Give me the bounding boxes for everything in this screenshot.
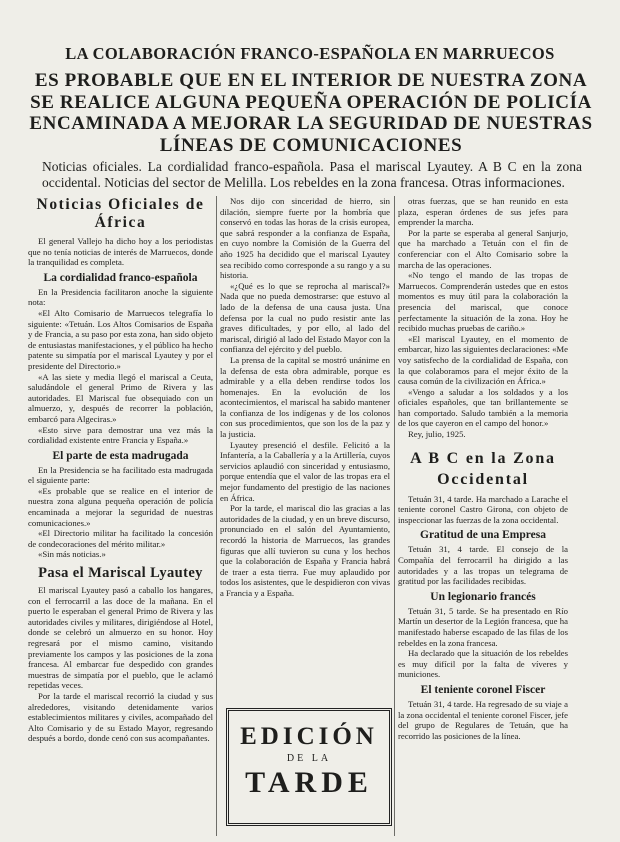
article-paragraph: Tetuán 31, 5 tarde. Se ha presentado en Río Martín un desertor de la Legión francesa, que ha manifestado haberse escapado de las filas de los rebeldes en la zona francesa.: [398, 605, 568, 648]
section-title-western-zone: A B C en la Zona Occidental: [410, 449, 556, 488]
article-paragraph: En la Presidencia facilitaron anoche la siguiente nota:: [28, 286, 213, 308]
column-3: [398, 196, 568, 836]
edition-afternoon: TARDE: [245, 766, 373, 799]
column-2: [220, 196, 390, 690]
article-paragraph: La prensa de la capital se mostró unánime en la defensa de esta obra admirable, porque es admirable y a ella deben rendirse todos los homenajes. En la evolución de los acontecimientos, el mariscal ha sabido mantener la confianza de los indígenas y de los colonos con sus procedimientos, que son los de la paz y la justicia.: [220, 354, 390, 440]
column-rule-2: [394, 196, 395, 836]
article-paragraph: Tetuán 31, 4 tarde. Ha marchado a Larache el teniente coronel Castro Girona, con objeto de inspeccionar las fuerzas de la zona occidental.: [398, 493, 568, 525]
article-paragraph: Por la tarde el mariscal recorrió la ciudad y sus alrededores, visitando detenidamente varios establecimientos militares y civiles, acompañado del Alto Comisario y de su Estado Mayor, regresando después a bordo, donde cenó con sus acompañantes.: [28, 690, 213, 744]
article-paragraph: Nos dijo con sinceridad de hierro, sin dilación, siempre fuerte por la hombría que conservó en todas las horas de la crisis europea, que sabrá responder a la confianza de España, en cuyo nombre la Comisión de la Guerra del año 1925 ha decidido que el mariscal Lyautey sea recibido como corresponde a su rango y a su historia.: [220, 196, 390, 281]
article-paragraph: «A las siete y media llegó el mariscal a Ceuta, saludándole el general Primo de Rivera y las autoridades. El Mariscal fue obsequiado con un almuerzo, y, después de recorrer la población, embarcó para Algeciras.»: [28, 371, 213, 424]
article-paragraph: «El mariscal Lyautey, en el momento de embarcar, hizo las siguientes declaraciones: «Me voy satisfecho de la cordialidad de España, con la que colaboramos para el mejor éxito de la causa común de la civilización en África.»: [398, 333, 568, 387]
article-paragraph: En la Presidencia se ha facilitado esta madrugada el siguiente parte:: [28, 464, 213, 486]
article-paragraph: «El Alto Comisario de Marruecos telegrafía lo siguiente: «Tetuán. Los Altos Comisarios de España y de Francia, a su paso por esta zona, han sido objeto de entusiastas manifestaciones, y el público ha hecho patente su simpatía por el mariscal Lyautey y por el presidente del Directorio.»: [28, 307, 213, 371]
article-paragraph: El mariscal Lyautey pasó a caballo los hangares, con el ferrocarril a las doce de la mañana. En el puerto le esperaban el general Primo de Rivera y las autoridades civiles y militares, dirigiéndose al Hotel, donde se celebró un almuerzo en su honor. Hoy regresará por el mismo camino, visitando previamente los campos y las posiciones de la zona francesa. Al embarcar fue despedido con grandes muestras de simpatía por el pueblo, que le aclamó repetidas veces.: [28, 585, 213, 691]
article-paragraph: Por la parte se esperaba al general Sanjurjo, que ha marchado a Tetuán con el fin de conferenciar con el Alto Comisario sobre la marcha de las operaciones.: [398, 227, 568, 270]
column-1: [28, 196, 213, 836]
article-paragraph: «¿Qué es lo que se reprocha al mariscal?» Nada que no pueda demostrarse: que estuvo al lado de la defensa de una causa justa. Una defensa por la cual no pudo resistir ante las graves dificultades, y por ello, al lado del mariscal, dirigió al lado del Estado Mayor con la confianza del ejército y del pueblo.: [220, 280, 390, 355]
subheading-dawn-report: El parte de esta madrugada: [52, 449, 189, 462]
article-paragraph: «Es probable que se realice en el interior de nuestra zona alguna pequeña operación de policía encaminada a mejorar la seguridad de nuestras comunicaciones.»: [28, 485, 213, 528]
article-paragraph: Por la tarde, el mariscal dio las gracias a las autoridades de la ciudad, y en un breve discurso, pronunciado en el salón del Ayuntamiento, recordó la historia de Marruecos, las grandes figuras que allí tuvieron su cuna y los hechos que la colaboración de España y Francia habrá de traer a esta tierra. Fue muy aplaudido por todos los asistentes, que le despidieron con vivas a Francia y a España.: [220, 503, 390, 598]
article-paragraph: «Sin más noticias.»: [38, 549, 106, 560]
subheading-legionnaire: Un legionario francés: [430, 590, 536, 603]
subheading-lt-colonel: El teniente coronel Fiscer: [420, 683, 546, 696]
subheading-cordiality: La cordialidad franco-española: [43, 271, 198, 284]
kicker-headline: LA COLABORACIÓN FRANCO-ESPAÑOLA EN MARRUECOS: [65, 44, 555, 63]
afternoon-edition-box: [226, 708, 392, 826]
article-paragraph: Ha declarado que la situación de los rebeldes es muy difícil por la falta de víveres y municiones.: [398, 648, 568, 680]
article-paragraph: Lyautey presenció el desfile. Felicitó a la Infantería, a la Caballería y a la Artillería, cuyos servicios aplaudió con sinceridad y entusiasmo, porque entendía que el valor de las tropas era el mejor fundamento del prestigio de las naciones en África.: [220, 439, 390, 503]
article-paragraph: Tetuán 31, 4 tarde. Ha regresado de su viaje a la zona occidental el teniente coronel Fiscer, jefe del grupo de Regulares de Tetuán, que ha recorrido las posiciones de la línea.: [398, 698, 568, 741]
subheading-gratitude: Gratitud de una Empresa: [420, 529, 546, 542]
column-rule-1: [216, 196, 217, 836]
edition-label: EDICIÓN: [240, 723, 378, 750]
main-headline: ES PROBABLE QUE EN EL INTERIOR DE NUESTRA ZONA SE REALICE ALGUNA PEQUEÑA OPERACIÓN DE POLICÍA ENCAMINADA A MEJORAR LA SEGURIDAD DE NUESTRAS LÍNEAS DE COMUNICACIONES: [29, 70, 593, 156]
article-paragraph: «El Directorio militar ha facilitado la concesión de condecoraciones del mérito militar.»: [28, 528, 213, 549]
section-title-official-news: Noticias Oficiales de África: [36, 196, 205, 231]
article-paragraph: otras fuerzas, que se han reunido en esta plaza, esperan órdenes de sus jefes para emprender la marcha.: [398, 196, 568, 228]
article-paragraph: El general Vallejo ha dicho hoy a los periodistas que no tenía noticias de interés de Marruecos, donde la tranquilidad es completa.: [28, 236, 213, 268]
summary-deck: Noticias oficiales. La cordialidad franco-española. Pasa el mariscal Lyautey. A B C en la zona occidental. Noticias del sector de Melilla. Los rebeldes en la zona francesa. Otras informaciones.: [42, 159, 582, 190]
article-dateline: Rey, julio, 1925.: [408, 429, 466, 440]
section-title-lyautey: Pasa el Mariscal Lyautey: [38, 565, 203, 582]
article-paragraph: Tetuán 31, 4 tarde. El consejo de la Compañía del ferrocarril ha dirigido a las autoridades y a las tropas un telegrama de gratitud por las facilidades recibidas.: [398, 544, 568, 587]
article-paragraph: «Esto sirve para demostrar una vez más la cordialidad existente entre Francia y España.»: [28, 424, 213, 446]
article-paragraph: «Vengo a saludar a los soldados y a los oficiales españoles, que tan brillantemente se han comportado. Saludo también a la memoria de los que cayeron en el campo del honor.»: [398, 386, 568, 429]
edition-connector: DE LA: [286, 753, 332, 764]
article-paragraph: «No tengo el mando de las tropas de Marruecos. Comprenderán ustedes que en estos momentos es muy útil para la colaboración la presencia del mariscal, que conoce perfectamente la situación de la zona. Hoy he recibido muchas pruebas de cariño.»: [398, 270, 568, 334]
